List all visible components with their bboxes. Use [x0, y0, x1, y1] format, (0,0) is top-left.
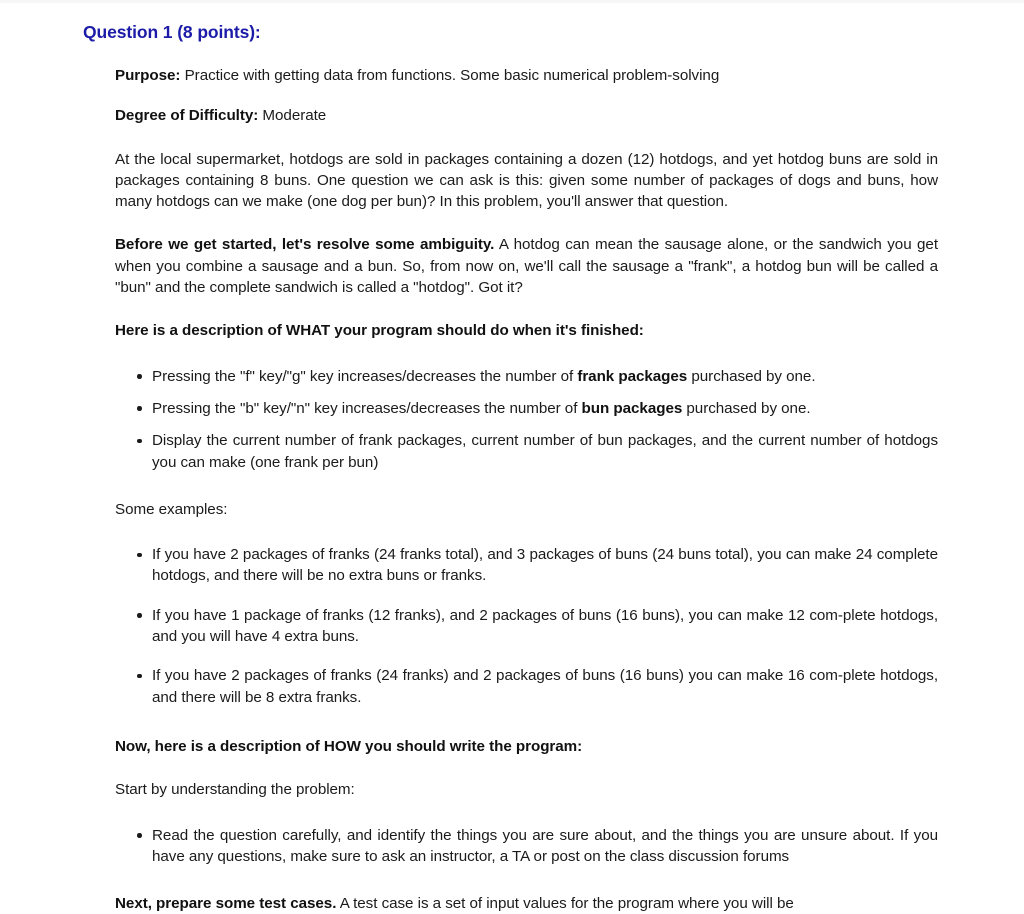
- bullet-pre: Pressing the "f" key/"g" key increases/decreases the number of: [152, 367, 578, 385]
- page-title: Question 1 (8 points):: [83, 22, 261, 42]
- list-item: Read the question carefully, and identify the things you are sure about, and the things you are unsure about. If you have any questions, make sure to ask an instructor, a TA or post on the class discussion forums: [115, 825, 938, 868]
- document-body: [115, 65, 938, 914]
- ambiguity-paragraph: [115, 234, 938, 298]
- spacer: [115, 127, 938, 149]
- next-text: A test case is a set of input values for the program where you will be: [336, 895, 794, 913]
- how-heading: [115, 736, 938, 757]
- understand-bullet-list: [115, 825, 938, 868]
- bullet-pre: Pressing the "b" key/"n" key increases/decreases the number of: [152, 399, 582, 417]
- ambiguity-text: A hotdog can mean the sausage alone, or the sandwich you get when you combine a sausage and a bun. So, from now on, we'll call the sausage a "frank", a hotdog bun will be called a "bun" and the complete sandwich is called a "hotdog". Got it?: [115, 236, 938, 297]
- spacer: [115, 757, 938, 779]
- next-bold: Next, prepare some test cases.: [115, 895, 337, 913]
- spacer: [115, 473, 938, 499]
- spacer: [115, 298, 938, 320]
- bullet-post: purchased by one.: [682, 399, 811, 417]
- list-item: [115, 398, 938, 419]
- how-heading-text: Now, here is a description of HOW you should write the program:: [115, 737, 583, 755]
- what-heading-text: Here is a description of WHAT your program should do when it's finished:: [115, 322, 644, 340]
- purpose-text: Practice with getting data from functions. Some basic numerical problem-solving: [180, 67, 720, 84]
- difficulty-line: [115, 105, 938, 126]
- spacer: [115, 801, 938, 825]
- what-bullet-list: [115, 366, 938, 473]
- ambiguity-bold: Before we get started, let's resolve some ambiguity.: [115, 236, 495, 254]
- spacer: [115, 520, 938, 544]
- difficulty-text: Moderate: [258, 107, 327, 125]
- start-label: Start by understanding the problem:: [115, 781, 355, 799]
- spacer: [115, 867, 938, 893]
- spacer: [115, 86, 938, 105]
- spacer: [0, 43, 1024, 65]
- what-heading: [115, 320, 938, 341]
- intro-paragraph: At the local supermarket, hotdogs are sold in packages containing a dozen (12) hotdogs, and yet hotdog buns are sold in packages containing 8 buns. One question we can ask is this: given some number of packages of dogs and buns, how many hotdogs can we make (one dog per bun)? In this problem, you'll answer that question.: [115, 150, 938, 211]
- list-item: [115, 366, 938, 387]
- bullet-post: purchased by one.: [687, 367, 816, 385]
- example-bullet-list: [115, 544, 938, 708]
- bullet-bold: bun packages: [581, 399, 683, 417]
- examples-label: Some examples:: [115, 500, 228, 518]
- list-item: If you have 2 packages of franks (24 franks) and 2 packages of buns (16 buns) you can make 16 com-plete hotdogs, and there will be 8 extra franks.: [115, 665, 938, 708]
- list-item: If you have 1 package of franks (12 franks), and 2 packages of buns (16 buns), you can make 12 com-plete hotdogs, and you will have 4 extra buns.: [115, 605, 938, 648]
- spacer: [115, 212, 938, 234]
- difficulty-label: Degree of Difficulty:: [115, 107, 259, 125]
- list-item: [115, 430, 938, 473]
- bullet-pre: Display the current number of frank packages, current number of bun packages, and the current number of hotdogs you can make (one frank per bun): [152, 432, 938, 471]
- purpose-line: [115, 65, 938, 86]
- purpose-label: Purpose:: [115, 67, 181, 84]
- bullet-bold: frank packages: [577, 367, 688, 385]
- next-paragraph: [115, 893, 938, 914]
- spacer: [115, 342, 938, 366]
- spacer: [115, 708, 938, 736]
- list-item: If you have 2 packages of franks (24 franks total), and 3 packages of buns (24 buns total), you can make 24 complete hotdogs, and there will be no extra buns or franks.: [115, 544, 938, 587]
